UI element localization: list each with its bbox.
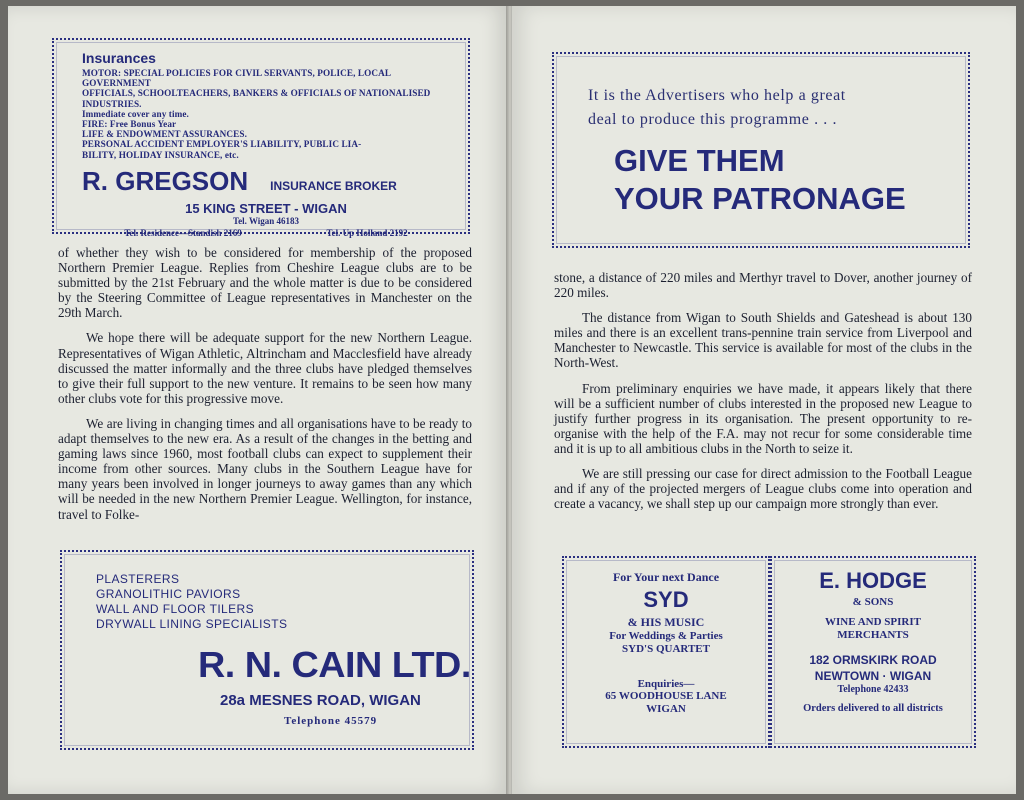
left-article-text	[58, 245, 472, 532]
cain-service: WALL AND FLOOR TILERS	[96, 602, 254, 616]
broker-address: 15 KING STREET - WIGAN	[185, 200, 347, 216]
hodge-telephone: Telephone 42433	[837, 684, 909, 695]
syd-address: 65 WOODHOUSE LANE	[605, 690, 727, 702]
hodge-sons: & SONS	[852, 596, 894, 608]
article-paragraph: From preliminary enquiries we have made, it appears likely that there will be a sufficient number of clubs interested in the proposed new League to justify further progress in its organisation. The present opportunity to re-organise with the help of the F.A. may not recur for some considerable time and it is up to all ambitious clubs in the North to seize it.	[554, 380, 972, 456]
syd-sub: & HIS MUSIC	[627, 615, 705, 629]
broker-tel-row	[82, 228, 450, 238]
insurance-line: Immediate cover any time.	[82, 108, 189, 119]
hodge-delivery: Orders delivered to all districts	[803, 703, 943, 714]
cain-address: 28a MESNES ROAD, WIGAN	[220, 692, 421, 709]
patronage-headline-line: GIVE THEM	[614, 143, 785, 178]
insurance-line: PERSONAL ACCIDENT EMPLOYER'S LIABILITY, PUBLIC LIA-	[82, 139, 362, 150]
insurance-line: BILITY, HOLIDAY INSURANCE, etc.	[82, 149, 239, 160]
patronage-headline-line: YOUR PATRONAGE	[614, 181, 906, 216]
syd-line: SYD'S QUARTET	[622, 643, 710, 655]
cain-ad	[60, 550, 474, 750]
insurance-line: LIFE & ENDOWMENT ASSURANCES.	[82, 129, 247, 140]
article-paragraph: of whether they wish to be considered for membership of the proposed Northern Premier League. Replies from Cheshire League clubs are to be submitted by the 21st February and the whole matter is due to be considered by the Steering Committee of League representatives in Manchester on the 29th March.	[58, 245, 472, 321]
hodge-address-line: NEWTOWN · WIGAN	[814, 669, 932, 683]
insurance-heading: Insurances	[82, 50, 156, 66]
patronage-line: deal to produce this programme . . .	[588, 111, 838, 128]
article-paragraph: The distance from Wigan to South Shields and Gateshead is about 130 miles and there is an excellent trans-pennine train service from Liverpool and Manchester to Newcastle. This service is available for most of the clubs in the North-West.	[554, 310, 972, 371]
article-paragraph: We are living in changing times and all organisations have to be ready to adapt themselves to the new era. As a result of the changes in the betting and gaming laws since 1960, most football clubs can expect to supplement their income from other sources. Many clubs in the Southern League have for many years been involved in longer journeys to away games than any which will be needed in the new Northern Premier League. Wellington, for instance, travel to Folke-	[58, 415, 472, 522]
broker-tel-residence: Tel. Residence—Standish 2169	[124, 227, 242, 238]
patronage-ad	[552, 52, 970, 248]
right-article-text	[554, 270, 972, 521]
cain-service: DRYWALL LINING SPECIALISTS	[96, 617, 288, 631]
broker-tel: Tel. Wigan 46183	[232, 215, 300, 226]
patronage-headline	[614, 142, 948, 218]
broker-name: R. GREGSON	[82, 165, 249, 196]
insurance-ad	[52, 38, 470, 238]
syd-name: SYD	[643, 587, 689, 612]
article-paragraph: stone, a distance of 220 miles and Merthyr travel to Dover, another journey of 220 miles.	[554, 270, 972, 301]
broker-tel-up-holland: Tel. Up Holland 2192	[326, 227, 408, 238]
hodge-ad	[770, 556, 976, 748]
syd-ad	[562, 556, 770, 748]
syd-line: For Weddings & Parties	[609, 630, 723, 642]
hodge-trade-line: WINE AND SPIRIT	[825, 616, 921, 628]
syd-address: WIGAN	[646, 703, 686, 715]
hodge-address	[776, 652, 970, 684]
syd-enquiries: Enquiries—	[637, 678, 695, 690]
hodge-trade	[776, 616, 970, 642]
article-paragraph: We are still pressing our case for direct admission to the Football League and if any of the projected mergers of League clubs come into operation and create a vacancy, we shall step up our campaign more strongly than ever.	[554, 466, 972, 512]
broker-role: INSURANCE BROKER	[270, 178, 397, 193]
hodge-trade-line: MERCHANTS	[837, 629, 909, 641]
cain-company-name: R. N. CAIN LTD.	[198, 644, 471, 685]
patronage-line: It is the Advertisers who help a great	[588, 87, 846, 104]
cain-service: PLASTERERS	[96, 572, 180, 586]
insurance-line: FIRE: Free Bonus Year	[82, 119, 177, 130]
syd-intro: For Your next Dance	[612, 570, 720, 584]
insurance-line: OFFICIALS, SCHOOLTEACHERS, BANKERS & OFFICIALS OF NATIONALISED INDUSTRIES.	[82, 88, 431, 109]
cain-telephone: Telephone 45579	[284, 715, 378, 727]
hodge-address-line: 182 ORMSKIRK ROAD	[809, 653, 937, 667]
insurance-line: MOTOR: SPECIAL POLICIES FOR CIVIL SERVANTS, POLICE, LOCAL GOVERNMENT	[82, 68, 391, 89]
article-paragraph: We hope there will be adequate support for the new Northern League. Representatives of Wigan Athletic, Altrincham and Macclesfield have already discussed the matter informally and the three clubs have pledged themselves to give their full support to the new venture. It remains to be seen how many other clubs vote for this progressive move.	[58, 330, 472, 406]
hodge-name: E. HODGE	[819, 568, 927, 593]
cain-service: GRANOLITHIC PAVIORS	[96, 587, 241, 601]
insurance-name-row	[82, 166, 450, 197]
